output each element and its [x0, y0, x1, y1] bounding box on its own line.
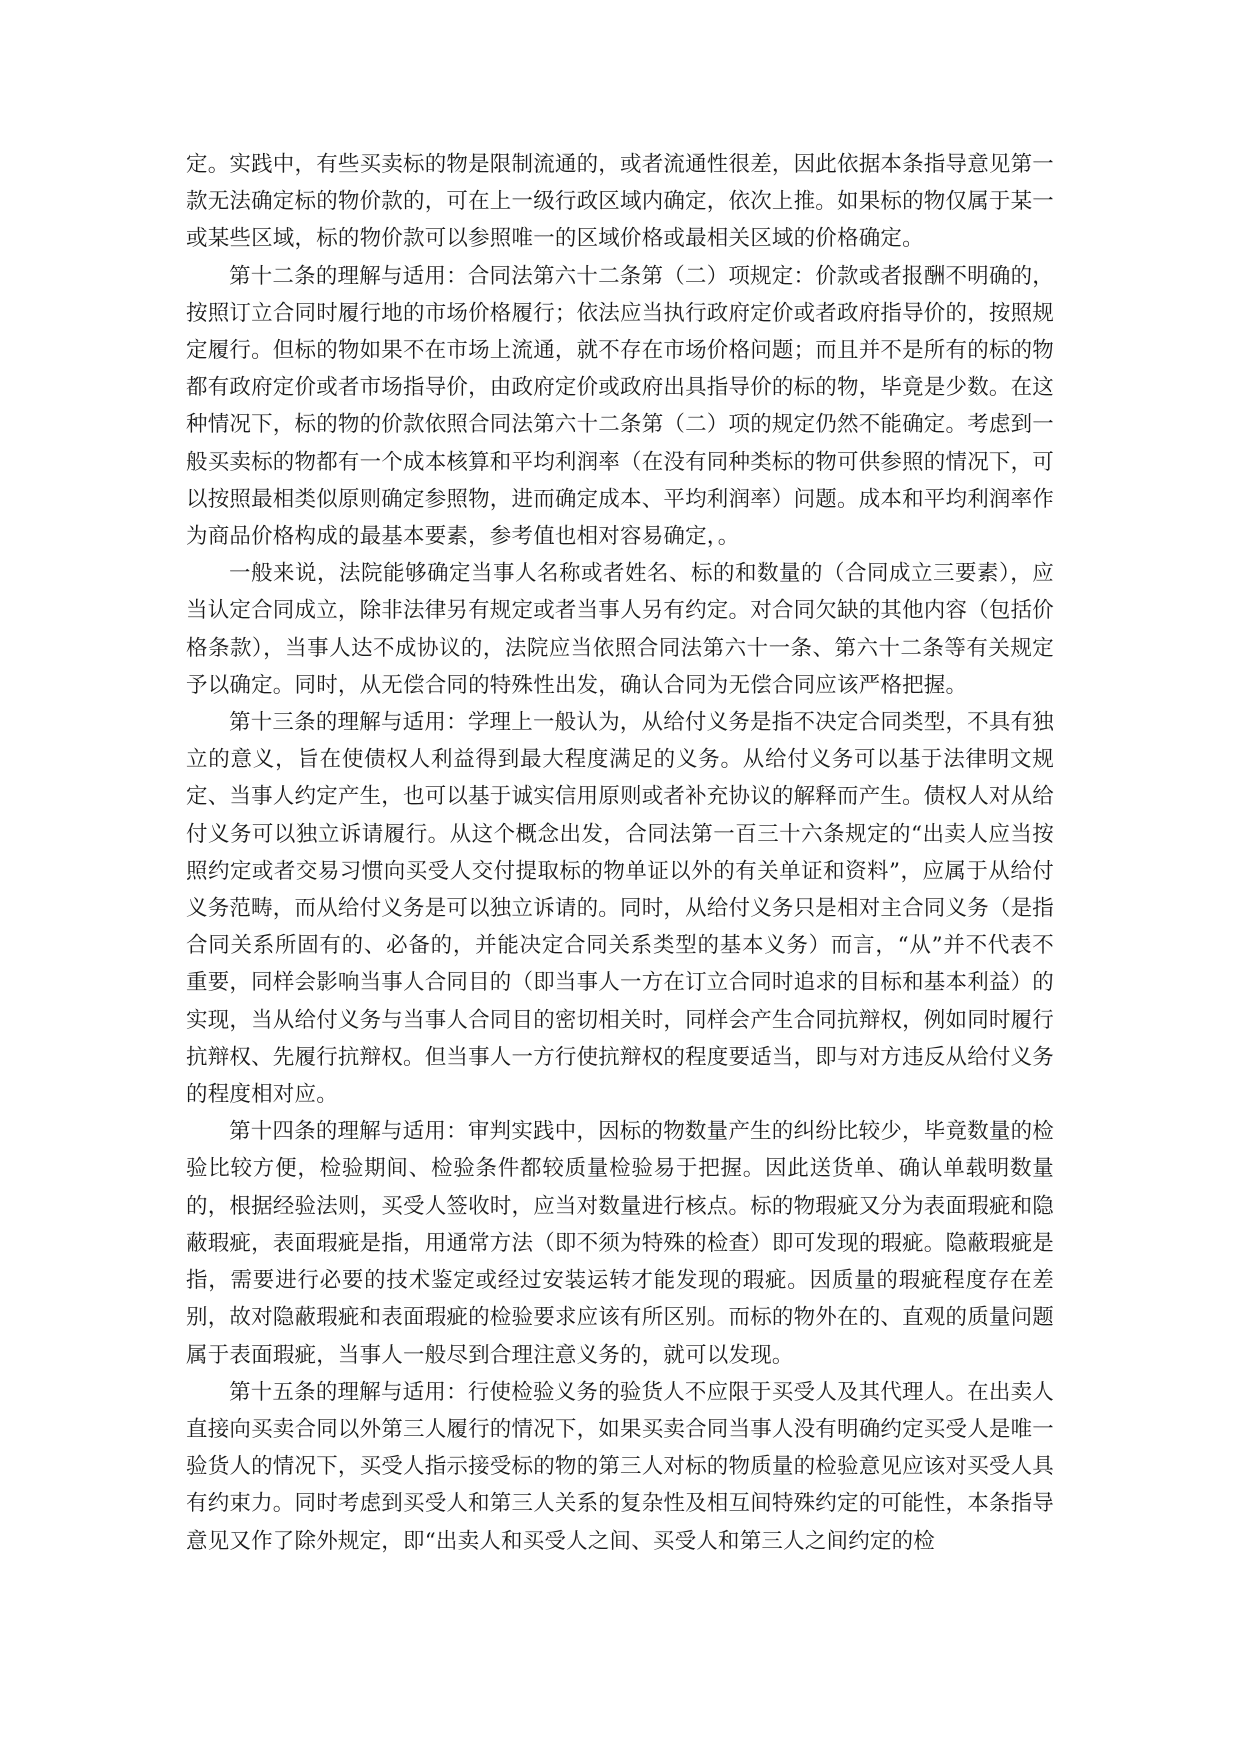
document-body: [186, 146, 1054, 1560]
paragraph-1: 定。实践中，有些买卖标的物是限制流通的，或者流通性很差，因此依据本条指导意见第一款无法确定标的物价款的，可在上一级行政区域内确定，依次上推。如果标的物仅属于某一或某些区域，标的物价款可以参照唯一的区域价格或最相关区域的价格确定。: [186, 152, 1055, 252]
paragraph-2: 第十二条的理解与适用：合同法第六十二条第（二）项规定：价款或者报酬不明确的，按照订立合同时履行地的市场价格履行；依法应当执行政府定价或者政府指导价的，按照规定履行。但标的物如果不在市场上流通，就不存在市场价格问题；而且并不是所有的标的物都有政府定价或者市场指导价，由政府定价或政府出具指导价的标的物，毕竟是少数。在这种情况下，标的物的价款依照合同法第六十二条第（二）项的规定仍然不能确定。考虑到一般买卖标的物都有一个成本核算和平均利润率（在没有同种类标的物可供参照的情况下，可以按照最相类似原则确定参照物，进而确定成本、平均利润率）问题。成本和平均利润率作为商品价格构成的最基本要素，参考值也相对容易确定，。: [186, 263, 1055, 550]
paragraph-4: 第十三条的理解与适用：学理上一般认为，从给付义务是指不决定合同类型，不具有独立的意义，旨在使债权人利益得到最大程度满足的义务。从给付义务可以基于法律明文规定、当事人约定产生，也可以基于诚实信用原则或者补充协议的解释而产生。债权人对从给付义务可以独立诉请履行。从这个概念出发，合同法第一百三十六条规定的“出卖人应当按照约定或者交易习惯向买受人交付提取标的物单证以外的有关单证和资料”，应属于从给付义务范畴，而从给付义务是可以独立诉请的。同时，从给付义务只是相对主合同义务（是指合同关系所固有的、必备的，并能决定合同关系类型的基本义务）而言，“从”并不代表不重要，同样会影响当事人合同目的（即当事人一方在订立合同时追求的目标和基本利益）的实现，当从给付义务与当事人合同目的密切相关时，同样会产生合同抗辩权，例如同时履行抗辩权、先履行抗辩权。但当事人一方行使抗辩权的程度要适当，即与对方违反从给付义务的程度相对应。: [186, 710, 1055, 1108]
paragraph-5: 第十四条的理解与适用：审判实践中，因标的物数量产生的纠纷比较少，毕竟数量的检验比较方便，检验期间、检验条件都较质量检验易于把握。因此送货单、确认单载明数量的，根据经验法则，买受人签收时，应当对数量进行核点。标的物瑕疵又分为表面瑕疵和隐蔽瑕疵，表面瑕疵是指，用通常方法（即不须为特殊的检查）即可发现的瑕疵。隐蔽瑕疵是指，需要进行必要的技术鉴定或经过安装运转才能发现的瑕疵。因质量的瑕疵程度存在差别，故对隐蔽瑕疵和表面瑕疵的检验要求应该有所区别。而标的物外在的、直观的质量问题属于表面瑕疵，当事人一般尽到合理注意义务的，就可以发现。: [186, 1119, 1055, 1368]
paragraph-6: 第十五条的理解与适用：行使检验义务的验货人不应限于买受人及其代理人。在出卖人直接向买卖合同以外第三人履行的情况下，如果买卖合同当事人没有明确约定买受人是唯一验货人的情况下，买受人指示接受标的物的第三人对标的物质量的检验意见应该对买受人具有约束力。同时考虑到买受人和第三人关系的复杂性及相互间特殊约定的可能性，本条指导意见又作了除外规定，即“出卖人和买受人之间、买受人和第三人之间约定的检: [186, 1379, 1055, 1554]
paragraph-3: 一般来说，法院能够确定当事人名称或者姓名、标的和数量的（合同成立三要素），应当认定合同成立，除非法律另有规定或者当事人另有约定。对合同欠缺的其他内容（包括价格条款），当事人达不成协议的，法院应当依照合同法第六十一条、第六十二条等有关规定予以确定。同时，从无偿合同的特殊性出发，确认合同为无偿合同应该严格把握。: [186, 561, 1055, 698]
